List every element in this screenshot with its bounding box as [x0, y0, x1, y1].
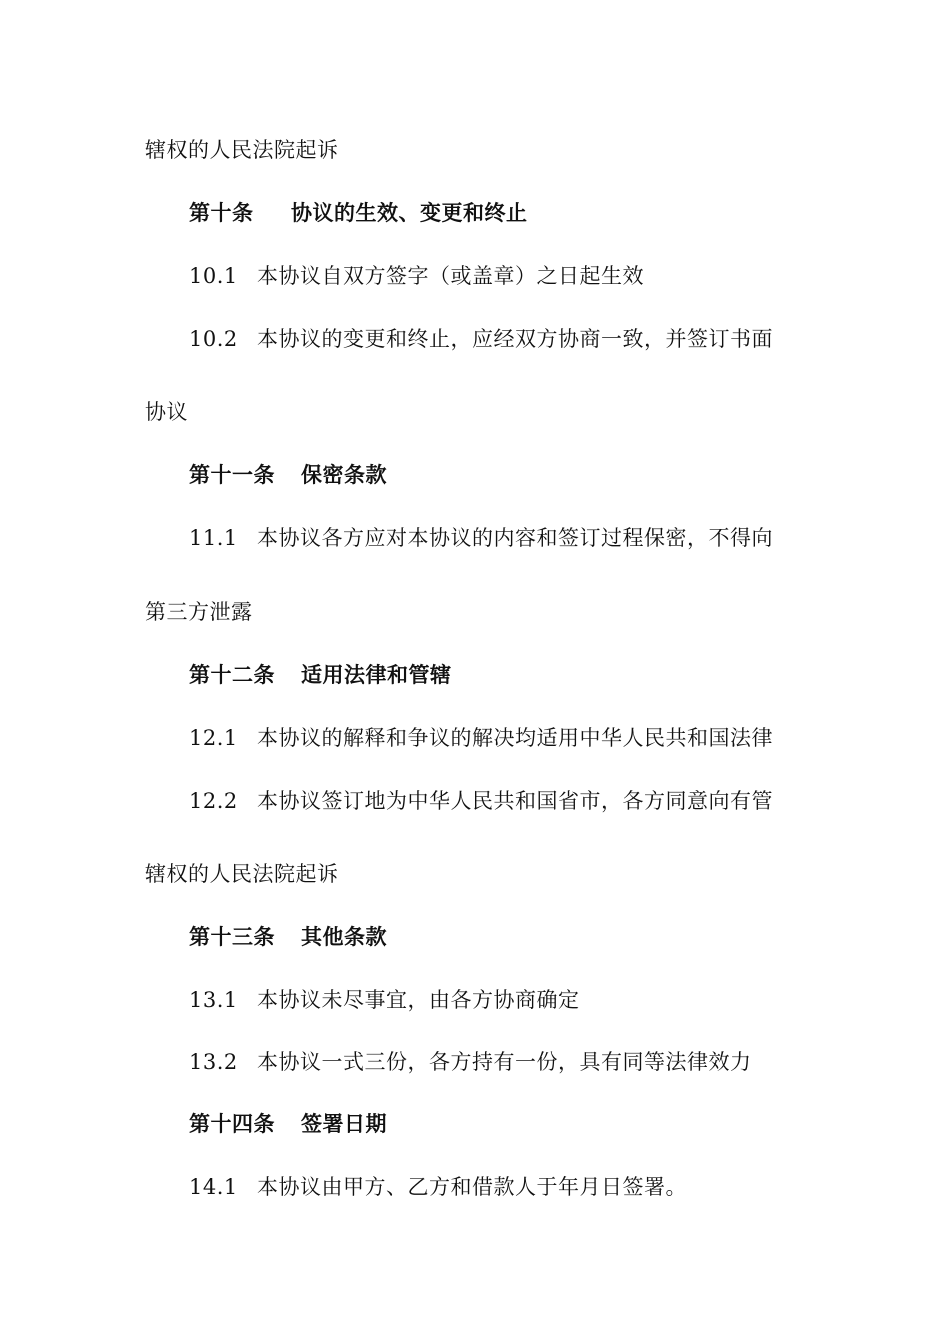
article-title: 签署日期	[301, 1111, 387, 1136]
article-heading-14	[189, 1110, 387, 1138]
continuation-line	[145, 860, 339, 888]
clause-number: 14.1	[189, 1175, 238, 1199]
article-title: 协议的生效、变更和终止	[291, 200, 528, 225]
clause-11-1	[189, 524, 773, 552]
clause-text: 本协议一式三份，各方持有一份，具有同等法律效力	[257, 1050, 752, 1074]
article-heading-10	[189, 199, 528, 227]
clause-text: 本协议各方应对本协议的内容和签订过程保密，不得向	[257, 526, 773, 550]
article-number: 第十一条	[189, 462, 275, 487]
article-number: 第十三条	[189, 924, 275, 949]
clause-number: 13.2	[189, 1050, 238, 1074]
continuation-line	[145, 136, 339, 164]
clause-text: 本协议自双方签字（或盖章）之日起生效	[257, 264, 644, 288]
clause-number: 10.1	[189, 264, 238, 288]
clause-10-2	[189, 325, 773, 353]
article-title: 适用法律和管辖	[301, 662, 452, 687]
clause-number: 12.1	[189, 726, 238, 750]
continuation-line	[145, 398, 188, 426]
line-text: 辖权的人民法院起诉	[145, 862, 339, 886]
article-title: 保密条款	[301, 462, 387, 487]
article-heading-12	[189, 661, 452, 689]
clause-10-1	[189, 262, 644, 290]
line-text: 协议	[145, 400, 188, 424]
article-title: 其他条款	[301, 924, 387, 949]
article-heading-11	[189, 461, 387, 489]
clause-14-1	[189, 1173, 687, 1201]
clause-13-1	[189, 986, 580, 1014]
clause-number: 10.2	[189, 327, 238, 351]
clause-number: 12.2	[189, 789, 238, 813]
article-number: 第十二条	[189, 662, 275, 687]
clause-text: 本协议签订地为中华人民共和国省市，各方同意向有管	[257, 789, 773, 813]
clause-text: 本协议的解释和争议的解决均适用中华人民共和国法律	[257, 726, 773, 750]
clause-13-2	[189, 1048, 752, 1076]
clause-12-1	[189, 724, 773, 752]
article-heading-13	[189, 923, 387, 951]
clause-number: 13.1	[189, 988, 238, 1012]
clause-number: 11.1	[189, 526, 238, 550]
clause-text: 本协议的变更和终止，应经双方协商一致，并签订书面	[257, 327, 773, 351]
article-number: 第十四条	[189, 1111, 275, 1136]
clause-text: 本协议未尽事宜，由各方协商确定	[257, 988, 580, 1012]
continuation-line	[145, 598, 253, 626]
line-text: 第三方泄露	[145, 600, 253, 624]
clause-text: 本协议由甲方、乙方和借款人于年月日签署。	[257, 1175, 687, 1199]
clause-12-2	[189, 787, 773, 815]
article-number: 第十条	[189, 200, 254, 225]
line-text: 辖权的人民法院起诉	[145, 138, 339, 162]
